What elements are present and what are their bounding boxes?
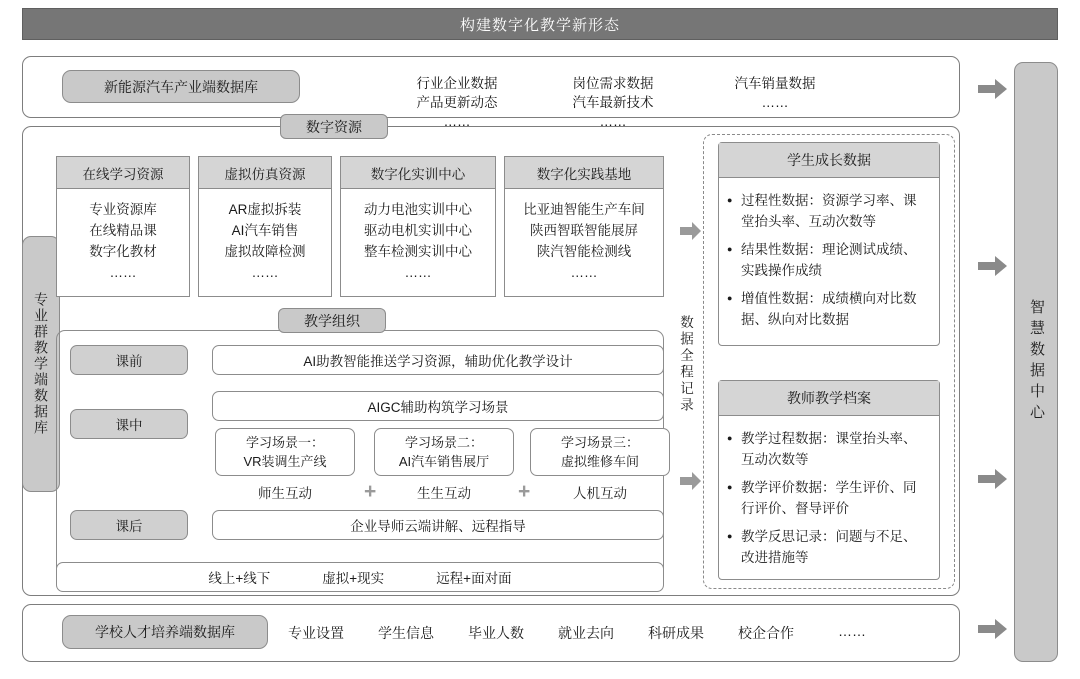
top-column-1-line2: 产品更新动态	[416, 95, 498, 110]
data-record-strip	[672, 232, 698, 496]
stage-label-before-class: 课前	[70, 345, 188, 375]
left-vertical-bar-label: 专业群教学端数据库	[33, 292, 49, 436]
teacher-archive-item-2: ● 教学评价数据：学生评价、同行评价、督导评价	[741, 477, 927, 519]
arrow-right-icon-mid	[978, 255, 1008, 277]
teacher-archive-card	[718, 380, 940, 580]
right-vertical-bar	[1014, 62, 1058, 662]
bottom-item-5: 科研成果	[648, 625, 704, 641]
student-growth-item-3: ● 增值性数据：成绩横向对比数据、纵向对比数据	[741, 288, 927, 330]
data-record-label: 数据全程记录	[678, 314, 693, 414]
right-vertical-bar-label: 智慧数据中心	[1028, 299, 1045, 425]
resource-card-3-line3: 整车检测实训中心	[364, 244, 472, 259]
resource-card-1-line1: 专业资源库	[89, 202, 157, 217]
summary-item-2: 虚拟+现实	[322, 571, 385, 586]
interaction-label-1: 师生互动	[258, 486, 312, 501]
summary-item-1: 线上+线下	[208, 571, 271, 586]
interaction-label-2: 生生互动	[417, 486, 471, 501]
plus-icon-2: +	[518, 480, 531, 503]
resource-card-2-line4: ……	[251, 265, 279, 280]
scene-box-1	[215, 428, 355, 476]
interaction-label-3: 人机互动	[573, 486, 627, 501]
bottom-item-3: 毕业人数	[468, 625, 524, 641]
top-column-2-line3: ……	[599, 114, 627, 129]
bottom-item-6: 校企合作	[738, 625, 794, 641]
top-column-3-line1: 汽车销量数据	[734, 76, 816, 91]
resource-card-1-line4: ……	[109, 265, 137, 280]
resource-card-3-head: 数字化实训中心	[340, 156, 496, 189]
student-growth-item-1: ● 过程性数据：资源学习率、课堂抬头率、互动次数等	[741, 190, 927, 232]
resource-card-4-line4: ……	[570, 265, 598, 280]
school-database-box: 学校人才培养端数据库	[62, 615, 268, 649]
teacher-archive-item-1: ● 教学过程数据：课堂抬头率、互动次数等	[741, 428, 927, 470]
scene-box-2-line1: 学习场景二：	[404, 435, 483, 450]
arrow-right-icon-to-student	[680, 222, 702, 240]
resource-card-1-head: 在线学习资源	[56, 156, 190, 189]
resource-card-4-line3: 陕汽智能检测线	[536, 244, 632, 259]
resource-card-3-line4: ……	[404, 265, 432, 280]
top-column-3-line2: ……	[761, 95, 789, 110]
resource-card-4-body	[504, 189, 664, 297]
resource-card-2-line1: AR虚拟拆装	[228, 202, 302, 217]
resource-card-4-line2: 陕西智联智能展屏	[530, 223, 638, 238]
summary-row	[56, 562, 664, 592]
arrow-right-icon-low	[978, 468, 1008, 490]
plus-icon-1: +	[364, 480, 377, 503]
stage-label-after-class: 课后	[70, 510, 188, 540]
teacher-archive-list	[719, 416, 939, 568]
top-column-2-line2: 汽车最新技术	[572, 95, 654, 110]
resource-card-4-head: 数字化实践基地	[504, 156, 664, 189]
page-title: 构建数字化教学新形态	[22, 8, 1058, 40]
resource-card-4-line1: 比亚迪智能生产车间	[523, 202, 645, 217]
top-column-1-line3: ……	[443, 114, 471, 129]
bottom-item-4: 就业去向	[558, 625, 614, 641]
teaching-organization-tab: 教学组织	[278, 308, 386, 333]
stage-label-in-class: 课中	[70, 409, 188, 439]
arrow-right-icon-top	[978, 78, 1008, 100]
digital-resources-tab: 数字资源	[280, 114, 388, 139]
top-column-1-line1: 行业企业数据	[416, 76, 498, 91]
student-growth-card-head: 学生成长数据	[719, 143, 939, 178]
row-before-class: AI助教智能推送学习资源，辅助优化教学设计	[212, 345, 664, 375]
top-column-2	[538, 74, 688, 131]
arrow-right-icon-to-teacher	[680, 472, 702, 490]
bottom-item-7: ……	[838, 623, 866, 639]
resource-card-1-body	[56, 189, 190, 297]
resource-card-3-line2: 驱动电机实训中心	[364, 223, 472, 238]
bottom-item-2: 学生信息	[378, 625, 434, 641]
resource-card-1-line2: 在线精品课	[89, 223, 157, 238]
scene-box-1-line2: VR装调生产线	[243, 454, 327, 469]
scene-box-2-line2: AI汽车销售展厅	[398, 454, 490, 469]
resource-card-1-line3: 数字化教材	[89, 244, 157, 259]
bottom-item-1: 专业设置	[288, 625, 344, 641]
student-growth-card	[718, 142, 940, 346]
student-growth-item-2: ● 结果性数据：理论测试成绩、实践操作成绩	[741, 239, 927, 281]
new-energy-database-box: 新能源汽车产业端数据库	[62, 70, 300, 103]
top-column-1	[382, 74, 532, 131]
top-column-3	[700, 74, 850, 112]
top-column-2-line1: 岗位需求数据	[572, 76, 654, 91]
teacher-archive-item-3: ● 教学反思记录：问题与不足、改进措施等	[741, 526, 927, 568]
resource-card-3-line1: 动力电池实训中心	[364, 202, 472, 217]
row-after-class: 企业导师云端讲解、远程指导	[212, 510, 664, 540]
resource-card-2-line2: AI汽车销售	[231, 223, 299, 238]
scene-box-3-line1: 学习场景三：	[560, 435, 639, 450]
teacher-archive-card-head: 教师教学档案	[719, 381, 939, 416]
scene-box-3	[530, 428, 670, 476]
scene-box-2	[374, 428, 514, 476]
summary-item-3: 远程+面对面	[436, 571, 512, 586]
row-in-class: AIGC辅助构筑学习场景	[212, 391, 664, 421]
resource-card-2-line3: 虚拟故障检测	[224, 244, 306, 259]
left-vertical-bar	[22, 236, 60, 492]
arrow-right-icon-bottom	[978, 618, 1008, 640]
resource-card-2-head: 虚拟仿真资源	[198, 156, 332, 189]
scene-box-3-line2: 虚拟维修车间	[560, 454, 639, 469]
scene-box-1-line1: 学习场景一：	[245, 435, 324, 450]
student-growth-list	[719, 178, 939, 330]
resource-card-2-body	[198, 189, 332, 297]
resource-card-3-body	[340, 189, 496, 297]
